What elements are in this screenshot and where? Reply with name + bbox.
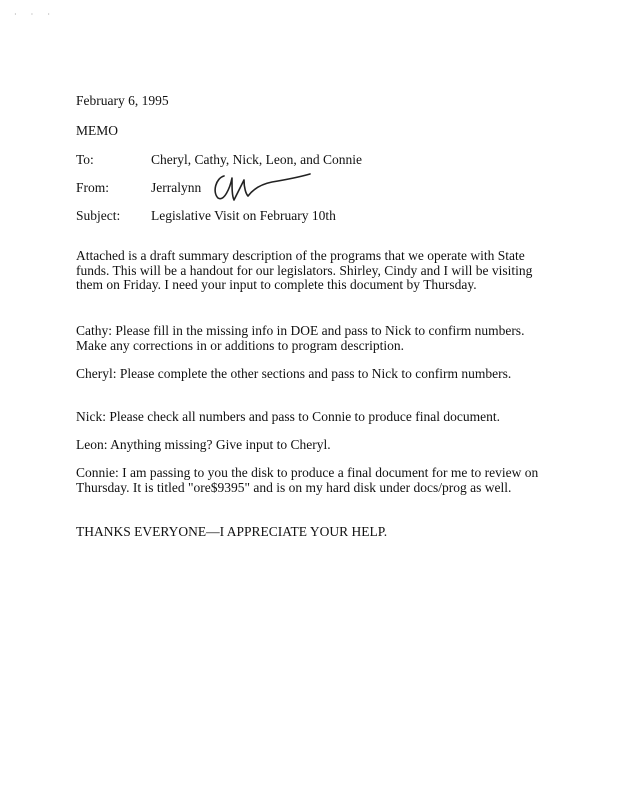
scan-specks: · · · (14, 10, 56, 19)
memo-date: February 6, 1995 (76, 93, 169, 108)
subject-label: Subject: (76, 208, 121, 223)
body-paragraph-intro: Attached is a draft summary description of the programs that we operate with State funds. This will be a handout for our legislators. Shirley, Cindy and I will be visiting them on Friday. I need your input to complete this document by Thursday. (76, 248, 533, 292)
to-label: To: (76, 152, 94, 167)
subject-value: Legislative Visit on February 10th (151, 208, 336, 223)
body-paragraph-leon: Leon: Anything missing? Give input to Cheryl. (76, 437, 331, 452)
body-paragraph-cheryl: Cheryl: Please complete the other sections and pass to Nick to confirm numbers. (76, 366, 512, 381)
from-value: Jerralynn (151, 180, 202, 195)
body-paragraph-cathy: Cathy: Please fill in the missing info in DOE and pass to Nick to confirm numbers. Make any corrections in or additions to program description. (76, 323, 525, 353)
from-label: From: (76, 180, 110, 195)
body-paragraph-nick: Nick: Please check all numbers and pass to Connie to produce final document. (76, 409, 501, 424)
closing-line: THANKS EVERYONE—I APPRECIATE YOUR HELP. (76, 524, 388, 539)
body-paragraph-connie: Connie: I am passing to you the disk to produce a final document for me to review on Thursday. It is titled "ore$9395" and is on my hard disk under docs/prog as well. (76, 465, 539, 495)
to-value: Cheryl, Cathy, Nick, Leon, and Connie (151, 152, 362, 167)
signature-initials (210, 166, 320, 206)
memo-type: MEMO (76, 123, 119, 138)
